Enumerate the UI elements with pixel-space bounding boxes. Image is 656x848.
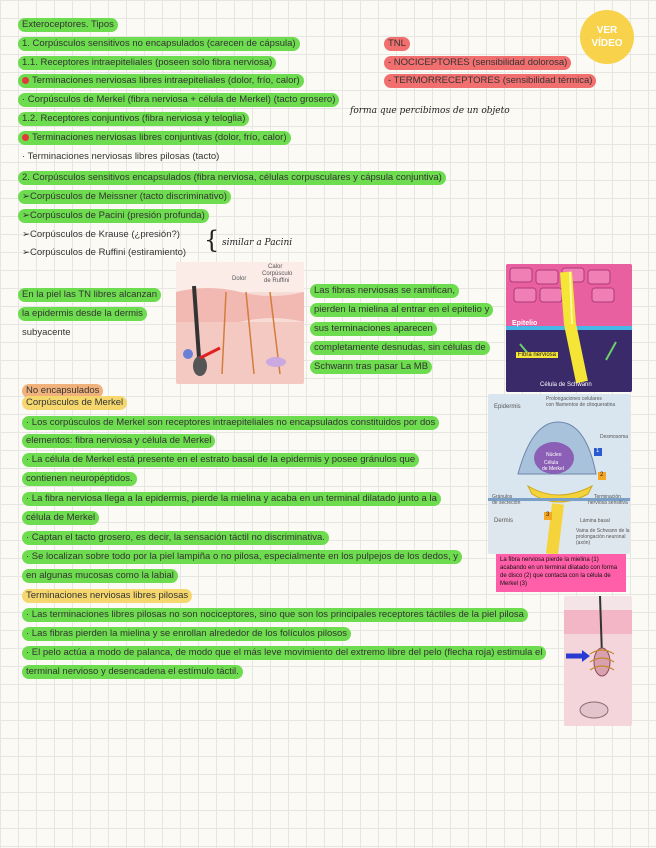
hair-follicle-illustration bbox=[564, 596, 632, 726]
merkel-number-1: 1 bbox=[596, 448, 600, 454]
tnl-title: TNL bbox=[384, 37, 410, 51]
handnote-similar: similar a Pacini bbox=[222, 238, 293, 248]
fiber-label: Fibra nerviosa bbox=[518, 352, 557, 358]
skin-label-ruffini: de Ruffini bbox=[264, 278, 290, 284]
merkel-line4: contienen neuropéptidos. bbox=[22, 472, 137, 486]
fibers-note-line1: Las fibras nerviosas se ramifican, bbox=[310, 284, 459, 298]
merkel-diagram bbox=[488, 394, 630, 554]
epithelium-label: Epitelio bbox=[512, 320, 538, 327]
merkel-label-celula: Célula bbox=[544, 460, 559, 466]
pilosas-line4: terminal nervioso y desencadena el estímulo táctil. bbox=[22, 665, 243, 679]
pilosas-title: Terminaciones nerviosas libres pilosas bbox=[22, 589, 192, 603]
skin-note-line3: subyacente bbox=[22, 327, 71, 338]
section2-item-pacini: ➢Corpúsculos de Pacini (presión profunda) bbox=[18, 209, 209, 223]
merkel-line7: · Captan el tacto grosero, es decir, la sensación táctil no discriminativa. bbox=[22, 531, 329, 545]
section2-title: 2. Corpúsculos sensitivos encapsulados (fibra nerviosa, células corpusculares y cápsula conjuntiva) bbox=[18, 171, 446, 185]
section1-title: 1. Corpúsculos sensitivos no encapsulados (carecen de cápsula) bbox=[18, 37, 300, 51]
merkel-label-axon: (axón) bbox=[576, 540, 591, 546]
merkel-label-granulos: Gránulos bbox=[492, 494, 513, 500]
page-title: Exteroceptores. Tipos bbox=[18, 18, 118, 32]
skin-note-line2: la epidermis desde la dermis bbox=[18, 307, 147, 321]
handnote-merkel: forma que percibimos de un objeto bbox=[350, 106, 510, 116]
epithelium-diagram bbox=[506, 264, 632, 392]
fibers-note-line5: Schwann tras pasar La MB bbox=[310, 360, 432, 374]
fibers-note-line2: pierden la mielina al entrar en el epitelio y bbox=[310, 303, 493, 317]
merkel-label-vaina: Vaina de Schwann de la bbox=[576, 528, 630, 534]
merkel-line3: · La célula de Merkel está presente en el estrato basal de la epidermis y posee gránulos que bbox=[22, 453, 419, 467]
section2-item-krause: ➢Corpúsculos de Krause (¿presión?) bbox=[22, 229, 180, 240]
merkel-number-2: 2 bbox=[600, 472, 604, 478]
section1-sub2: 1.2. Receptores conjuntivos (fibra nerviosa y teloglia) bbox=[18, 112, 249, 126]
skin-diagram bbox=[176, 262, 304, 384]
badge-line2: VÍDEO bbox=[591, 38, 623, 49]
merkel-number-3: 3 bbox=[546, 512, 550, 518]
merkel-label-sensitiva: nerviosa sensitiva bbox=[588, 500, 628, 506]
fibers-note-line3: sus terminaciones aparecen bbox=[310, 322, 437, 336]
merkel-category: No encapsulados bbox=[22, 384, 103, 398]
merkel-label-dermis: Dermis bbox=[494, 518, 513, 524]
tnl-item-nociceptores: - NOCICEPTORES (sensibilidad dolorosa) bbox=[384, 56, 571, 70]
merkel-label-desmosoma: Desmosoma bbox=[600, 434, 629, 440]
section1-sub1: 1.1. Receptores intraepiteliales (poseen solo fibra nerviosa) bbox=[18, 56, 276, 70]
section2-item-ruffini: ➢Corpúsculos de Ruffini (estiramiento) bbox=[22, 247, 187, 258]
merkel-label-de-merkel: de Merkel bbox=[542, 466, 564, 472]
pilosas-line3: · El pelo actúa a modo de palanca, de modo que el más leve movimiento del extremo libre del pelo (flecha roja) estimula el bbox=[22, 646, 546, 660]
ver-video-badge[interactable] bbox=[580, 10, 634, 64]
sub1-item1: Terminaciones nerviosas libres intraepiteliales (dolor, frío, calor) bbox=[18, 74, 304, 88]
pilosas-line2: · Las fibras pierden la mielina y se enrollan alrededor de los folículos pilosos bbox=[22, 627, 351, 641]
merkel-line5: · La fibra nerviosa llega a la epidermis, pierde la mielina y acaba en un terminal dilatado junto a la bbox=[22, 492, 441, 506]
sub1-item2: · Corpúsculos de Merkel (fibra nerviosa + célula de Merkel) (tacto grosero) bbox=[18, 93, 339, 107]
badge-line1: VER bbox=[596, 25, 618, 36]
merkel-label-secrecion: de secreción bbox=[492, 500, 521, 506]
schwann-label: Célula de Schwann bbox=[540, 382, 592, 388]
sub2-item1: Terminaciones nerviosas libres conjuntivas (dolor, frío, calor) bbox=[18, 131, 291, 145]
merkel-line8: · Se localizan sobre todo por la piel lampiña o no pilosa, especialmente en los pulpejos de los dedos, y bbox=[22, 550, 462, 564]
merkel-label-epidermis: Epidermis bbox=[494, 404, 521, 410]
merkel-line1: · Los corpúsculos de Merkel son receptores intraepiteliales no encapsulados constituidos por dos bbox=[22, 416, 439, 430]
tnl-item-termorreceptores: - TERMORRECEPTORES (sensibilidad térmica) bbox=[384, 74, 596, 88]
section2-item-meissner: ➢Corpúsculos de Meissner (tacto discriminativo) bbox=[18, 190, 231, 204]
merkel-line6: célula de Merkel bbox=[22, 511, 99, 525]
bullet-dot-icon bbox=[22, 134, 29, 141]
bullet-dot-icon bbox=[22, 77, 29, 84]
merkel-label-filamentos: con filamentos de citoqueratina bbox=[546, 402, 616, 408]
merkel-label-prolongacion: prolongación neuronal bbox=[576, 534, 626, 540]
fibers-note-line4: completamente desnudas, sin células de bbox=[310, 341, 490, 355]
merkel-line9: en algunas mucosas como la labial bbox=[22, 569, 178, 583]
brace-icon: { bbox=[204, 226, 220, 254]
skin-label-dolor: Dolor bbox=[232, 276, 247, 282]
merkel-label-lamina: Lámina basal bbox=[580, 518, 610, 524]
skin-note-line1: En la piel las TN libres alcanzan bbox=[18, 288, 161, 302]
skin-label-calor: Calor bbox=[268, 264, 283, 270]
merkel-title: Corpúsculos de Merkel bbox=[22, 396, 127, 410]
sub2-item2: · Terminaciones nerviosas libres pilosas (tacto) bbox=[22, 151, 220, 162]
pilosas-line1: · Las terminaciones libres pilosas no son nociceptores, sino que son los principales receptores táctiles de la piel pilosa bbox=[22, 608, 528, 622]
hair-follicle-diagram bbox=[564, 596, 632, 726]
epithelium-illustration bbox=[506, 264, 632, 392]
skin-label-corpusculo: Corpúsculo bbox=[262, 271, 293, 277]
merkel-line2: elementos: fibra nerviosa y célula de Merkel bbox=[22, 434, 215, 448]
merkel-label-prolongaciones: Prolongaciones celulares bbox=[546, 396, 602, 402]
merkel-label-nucleo: Núcleo bbox=[546, 452, 562, 458]
merkel-label-terminacion: Terminación bbox=[594, 494, 621, 500]
merkel-caption: La fibra nerviosa pierde la mielina (1) acabando en un terminal dilatado con forma de disco (2) que contacta con la célula de Merkel (3) bbox=[496, 554, 626, 592]
